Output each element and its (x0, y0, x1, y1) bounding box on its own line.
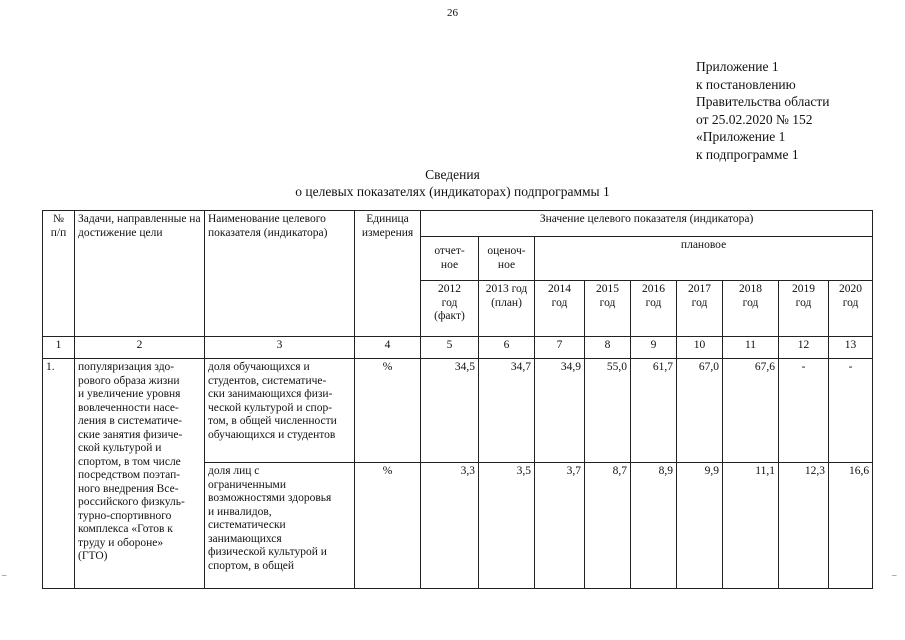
header-planned: плановое (535, 237, 873, 281)
header-year: 2019 год (779, 281, 829, 337)
col-number: 1 (43, 337, 75, 359)
header-year: 2012 год (факт) (421, 281, 479, 337)
title-line-2: о целевых показателях (индикаторах) подпрограммы 1 (295, 184, 610, 199)
header-indicator-name: Наименование целевого показателя (индикатора) (205, 211, 355, 337)
col-number: 9 (631, 337, 677, 359)
indicator-value: 61,7 (631, 359, 677, 463)
column-number-row (43, 337, 873, 359)
indicator-value: - (829, 359, 873, 463)
header-unit: Единица измерения (355, 211, 421, 337)
indicator-value: 11,1 (723, 463, 779, 589)
appendix-block (696, 58, 829, 164)
col-number: 8 (585, 337, 631, 359)
indicator-value: 3,3 (421, 463, 479, 589)
indicator-value: 34,5 (421, 359, 479, 463)
indicators-table (42, 210, 873, 589)
header-year: 2017 год (677, 281, 723, 337)
col-number: 10 (677, 337, 723, 359)
col-number: 6 (479, 337, 535, 359)
indicator-value: 3,5 (479, 463, 535, 589)
header-num: № п/п (43, 211, 75, 337)
title-line-1: Сведения (425, 167, 480, 182)
col-number: 12 (779, 337, 829, 359)
header-year: 2020 год (829, 281, 873, 337)
col-number: 2 (75, 337, 205, 359)
indicator-value: 3,7 (535, 463, 585, 589)
indicator-value: 34,7 (479, 359, 535, 463)
indicator-value: - (779, 359, 829, 463)
header-year: 2018 год (723, 281, 779, 337)
indicator-value: 34,9 (535, 359, 585, 463)
col-number: 3 (205, 337, 355, 359)
col-number: 7 (535, 337, 585, 359)
header-estimate: оценоч- ное (479, 237, 535, 281)
header-value: Значение целевого показателя (индикатора) (421, 211, 873, 237)
indicator-value: 8,9 (631, 463, 677, 589)
appendix-line: «Приложение 1 (696, 129, 786, 145)
header-year: 2013 год (план) (479, 281, 535, 337)
indicator-unit: % (355, 463, 421, 589)
page-number: 26 (447, 7, 458, 19)
indicator-unit: % (355, 359, 421, 463)
header-report: отчет- ное (421, 237, 479, 281)
appendix-line: к постановлению (696, 76, 796, 92)
col-number: 13 (829, 337, 873, 359)
appendix-line: к подпрограмме 1 (696, 146, 799, 162)
header-year: 2014 год (535, 281, 585, 337)
indicator-value: 12,3 (779, 463, 829, 589)
indicator-value: 8,7 (585, 463, 631, 589)
appendix-line: Правительства области (696, 94, 830, 110)
indicator-value: 16,6 (829, 463, 873, 589)
scan-mark: – (892, 570, 897, 580)
appendix-line: Приложение 1 (696, 59, 779, 74)
row-num: 1. (43, 359, 75, 589)
header-tasks: Задачи, направленные на достижение цели (75, 211, 205, 337)
col-number: 11 (723, 337, 779, 359)
scan-mark: – (2, 570, 7, 580)
indicator-value: 67,6 (723, 359, 779, 463)
row-task: популяризация здо- рового образа жизни и увеличение уровня вовлеченности насе- ления в систематиче- ские занятия физиче- ской культурой и спортом, в том числе посредством поэтап- ного внедрения Все- российского физкуль- турно-спортивного комплекса «Готов к труду и обороне» (ГТО) (75, 359, 205, 589)
col-number: 5 (421, 337, 479, 359)
header-year: 2016 год (631, 281, 677, 337)
indicator-value: 67,0 (677, 359, 723, 463)
header-year: 2015 год (585, 281, 631, 337)
col-number: 4 (355, 337, 421, 359)
document-title (0, 166, 905, 200)
indicator-value: 55,0 (585, 359, 631, 463)
appendix-line: от 25.02.2020 № 152 (696, 111, 813, 127)
table-row (43, 359, 873, 463)
indicator-name: доля обучающихся и студентов, систематиче- ски занимающихся физи- ческой культурой и спор- том, в общей численности обучающихся и студентов (205, 359, 355, 463)
indicator-value: 9,9 (677, 463, 723, 589)
indicator-name: доля лиц с ограниченными возможностями здоровья и инвалидов, систематически занимающихся физической культурой и спортом, в общей (205, 463, 355, 589)
